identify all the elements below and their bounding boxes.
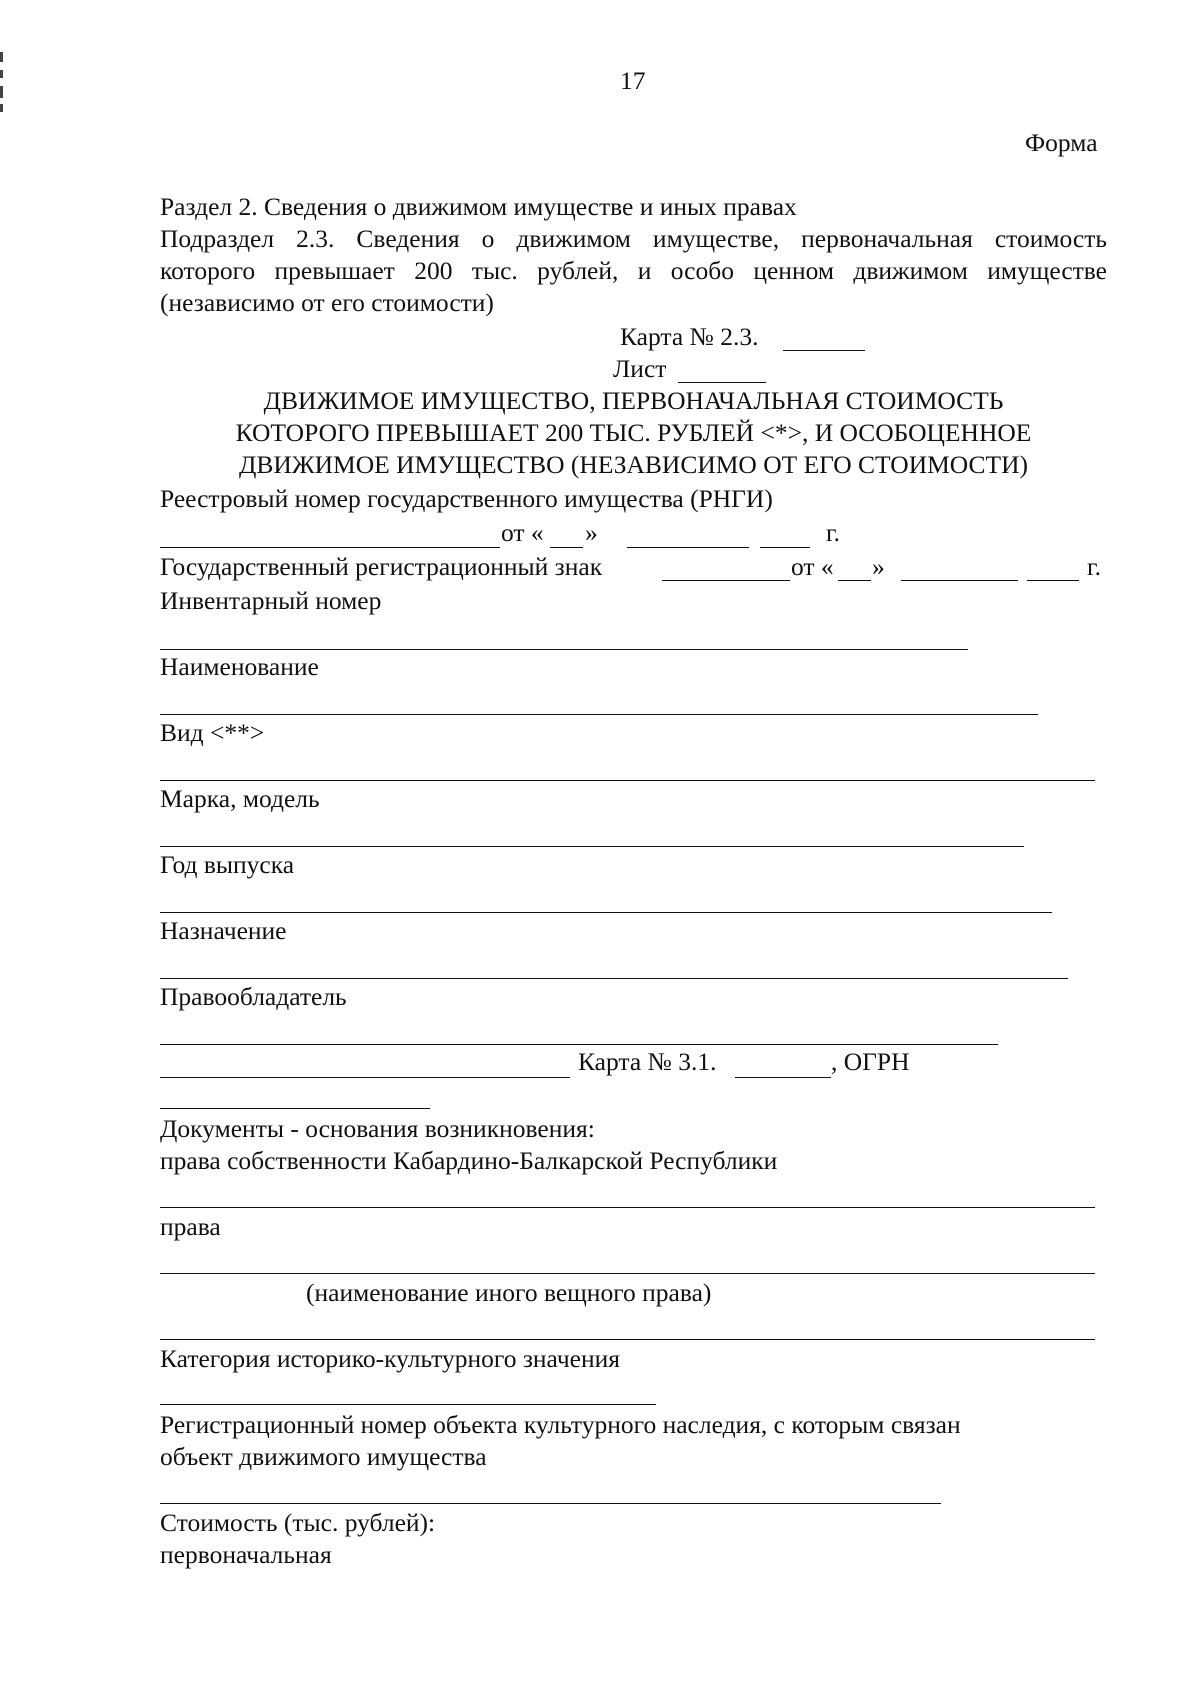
other-right-blank [160, 1339, 1095, 1340]
kind-blank [160, 780, 1095, 781]
card-number-label: Карта № 2.3. [620, 322, 759, 351]
card-number-blank [783, 350, 865, 351]
year-of-manufacture-label: Год выпуска [160, 850, 295, 879]
sheet-blank [678, 382, 766, 383]
right-holder-name-blank [160, 1077, 570, 1078]
page-number: 17 [620, 66, 646, 95]
heritage-reg-number-label: Регистрационный номер объекта культурного наследия, с которым связан [160, 1410, 961, 1439]
year-of-manufacture-blank [160, 912, 1052, 913]
initial-cost-label: первоначальная [160, 1540, 332, 1569]
year-suffix: г. [1087, 552, 1101, 581]
card-31-blank [735, 1077, 831, 1078]
day-blank [550, 547, 583, 548]
date-from-label: от « [501, 518, 544, 547]
name-label: Наименование [160, 652, 319, 681]
state-reg-sign-blank [662, 580, 790, 581]
documents-basis-label: Документы - основания возникновения: [160, 1114, 595, 1143]
subsection-line: (независимо от его стоимости) [160, 288, 494, 317]
registry-number-label: Реестровый номер государственного имущества (РНГИ) [160, 484, 773, 513]
heritage-category-blank [160, 1404, 656, 1405]
right-holder-blank [160, 1044, 998, 1045]
scan-edge-mark [0, 86, 3, 98]
heading-line: ДВИЖИМОЕ ИМУЩЕСТВО, ПЕРВОНАЧАЛЬНАЯ СТОИМОСТЬ [263, 386, 1004, 415]
ogrn-blank [160, 1108, 430, 1109]
right-holder-label: Правообладатель [160, 982, 347, 1011]
day-blank [838, 580, 871, 581]
right-blank [160, 1273, 1095, 1274]
scan-edge-mark [0, 104, 3, 112]
subsection-line: Подраздел 2.3. Сведения о движимом имуществе, первоначальная стоимость [160, 224, 1107, 253]
right-label: права [160, 1212, 221, 1241]
date-close-quote: » [585, 518, 598, 547]
ownership-right-label: права собственности Кабардино-Балкарской Республики [160, 1146, 778, 1175]
scan-edge-mark [0, 70, 3, 78]
inventory-number-blank [160, 649, 968, 650]
section-title: Раздел 2. Сведения о движимом имуществе и иных правах [160, 192, 797, 221]
date-from-label: от « [791, 552, 834, 581]
year-suffix: г. [826, 518, 840, 547]
date-close-quote: » [872, 552, 885, 581]
ogrn-label: , ОГРН [831, 1047, 910, 1076]
purpose-blank [160, 978, 1068, 979]
brand-model-label: Марка, модель [160, 784, 320, 813]
heritage-reg-number-label: объект движимого имущества [160, 1442, 487, 1471]
other-right-caption: (наименование иного вещного права) [306, 1278, 712, 1307]
heritage-reg-number-blank [160, 1503, 941, 1504]
card-31-label: Карта № 3.1. [578, 1047, 717, 1076]
year-blank [760, 547, 810, 548]
heritage-category-label: Категория историко-культурного значения [160, 1344, 620, 1373]
month-blank [627, 547, 749, 548]
heading-line: КОТОРОГО ПРЕВЫШАЕТ 200 ТЫС. РУБЛЕЙ <*>, И ОСОБОЦЕННОЕ [235, 418, 1032, 447]
kind-label: Вид <**> [160, 718, 265, 747]
form-label: Форма [1025, 128, 1098, 157]
subsection-line: которого превышает 200 тыс. рублей, и особо ценном движимом имуществе [160, 256, 1107, 285]
scan-edge-mark [0, 52, 3, 62]
heading-line: ДВИЖИМОЕ ИМУЩЕСТВО (НЕЗАВИСИМО ОТ ЕГО СТОИМОСТИ) [238, 450, 1029, 479]
state-reg-sign-label: Государственный регистрационный знак [160, 552, 603, 581]
ownership-right-blank [160, 1207, 1095, 1208]
month-blank [901, 580, 1018, 581]
purpose-label: Назначение [160, 916, 287, 945]
name-blank [160, 714, 1038, 715]
cost-label: Стоимость (тыс. рублей): [160, 1508, 436, 1537]
year-blank [1027, 580, 1079, 581]
inventory-number-label: Инвентарный номер [160, 586, 382, 615]
brand-model-blank [160, 846, 1024, 847]
sheet-label: Лист [613, 354, 667, 383]
registry-number-blank [160, 547, 500, 548]
